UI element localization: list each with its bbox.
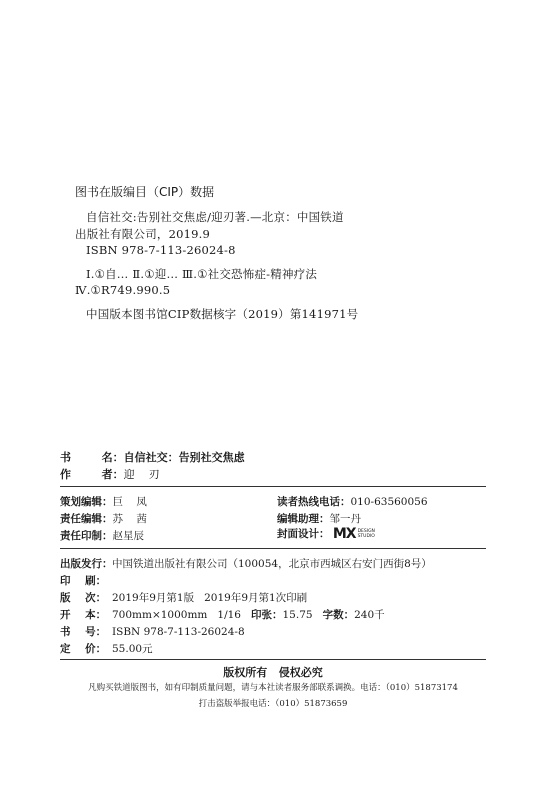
responsible-editor-value: 苏 茜 [112,513,147,525]
publisher-label: 出版发行： [60,558,113,570]
isbn-row [60,624,245,639]
print-supervisor-label: 责任印制： [60,530,113,542]
cip-title: 图书在版编目（CIP）数据 [75,185,215,199]
publisher-row [60,556,432,571]
edition-label: 版 次： [60,592,107,604]
divider-3 [60,659,486,660]
logo-sub-studio: STUDIO [357,534,375,539]
words-label: 字数： [322,609,355,621]
format-value: 700mm×1000mm 1/16 [112,609,251,621]
format-label: 开 本： [60,609,107,621]
logo-mark: MX [332,526,356,542]
words-value: 240千 [354,609,385,621]
cip-line-1: 自信社交:告别社交焦虑/迎刃著.—北京：中国铁道 [86,210,344,224]
piracy-hotline: 打击盗版举报电话：（010）51873659 [198,699,348,709]
price-row [60,641,153,656]
isbn-label: 书 号： [60,626,107,638]
logo-sub-design: DESIGN [357,529,375,534]
rights-notice: 版权所有 侵权必究 [223,666,323,679]
divider-2 [60,548,486,549]
cip-line-4: Ⅰ.①自… Ⅱ.①迎… Ⅲ.①社交恐怖症-精神疗法 [86,267,318,281]
sheets-value: 15.75 [282,609,323,621]
book-title-value: 自信社交：告别社交焦虑 [123,451,245,464]
cip-line-3: ISBN 978-7-113-26024-8 [86,243,236,257]
edition-value: 2019年9月第1版 2019年9月第1次印刷 [112,592,308,604]
cover-design-label: 封面设计： [277,528,330,540]
reader-hotline-label: 读者热线电话： [277,496,351,508]
editor-assistant-label: 编辑助理： [277,513,330,525]
format-row [60,607,385,622]
publisher-value: 中国铁道出版社有限公司（100054，北京市西城区右安门西街8号） [112,558,432,570]
cip-line-2: 出版社有限公司，2019.9 [75,227,211,241]
divider-1 [60,486,486,487]
cip-line-5: Ⅳ.①R749.990.5 [75,283,171,297]
editor-assistant-row [277,511,361,526]
book-author-label: 作 者： [60,468,124,481]
printing-row [60,573,112,588]
book-author-row [60,466,160,482]
price-label: 定 价： [60,643,107,655]
reader-hotline-row [277,494,428,509]
responsible-editor-label: 责任编辑： [60,513,113,525]
sheets-label: 印张： [251,609,283,621]
quality-notice: 凡购买铁道版图书，如有印制质量问题，请与本社读者服务部联系调换。电话：（010）51873174 [88,683,458,693]
mx-design-studio-logo [333,526,375,542]
isbn-value: ISBN 978-7-113-26024-8 [112,626,245,638]
print-supervisor-row [60,528,144,543]
reader-hotline-value: 010-63560056 [350,496,428,508]
logo-subtext [358,529,375,539]
cover-design-row [277,526,375,542]
book-title-row [60,449,245,465]
printing-label: 印 刷： [60,575,107,587]
planning-editor-label: 策划编辑： [60,496,113,508]
cip-line-6: 中国版本图书馆CIP数据核字（2019）第141971号 [86,307,359,321]
responsible-editor-row [60,511,147,526]
book-title-label: 书 名： [60,451,124,464]
price-value: 55.00元 [112,643,153,655]
edition-row [60,590,307,605]
planning-editor-row [60,494,147,509]
planning-editor-value: 巨 凤 [112,496,147,508]
print-supervisor-value: 赵星辰 [112,530,144,542]
book-author-value: 迎 刃 [123,468,160,481]
editor-assistant-value: 邹一丹 [329,513,361,525]
